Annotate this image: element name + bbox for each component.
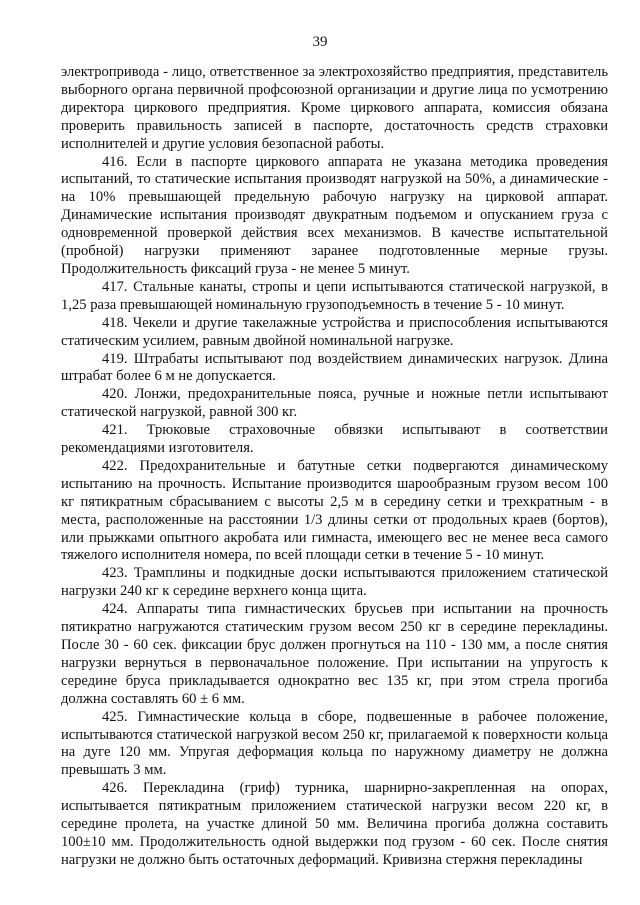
paragraph-422: 422. Предохранительные и батутные сетки подвергаются динамическому испытанию на прочность. Испытание производится шарообразным грузом весом 100 кг пятикратным сбрасыванием с высоты 2,5 м в середину сетки и трехкратным - в места, расположенные на расстоянии 1/3 длины сетки от продольных краев (бортов), или прыжками опытного акробата или гимнаста, имеющего вес не менее веса самого тяжелого исполнителя номера, по всей площади сетки в течение 5 - 10 минут. xyxy=(61,457,608,564)
paragraph-continuation: электропривода - лицо, ответственное за электрохозяйство предприятия, представитель выборного органа первичной профсоюзной организации и другие лица по усмотрению директора циркового предприятия. Кроме циркового аппарата, комиссия обязана проверить правильность записей в паспорте, достаточность средств страховки исполнителей и другие условия безопасной работы. xyxy=(61,64,608,152)
page-number: 39 xyxy=(312,34,328,50)
paragraph-421: 421. Трюковые страховочные обвязки испытывают в соответствии рекомендациями изготовителя. xyxy=(61,422,608,457)
document-body xyxy=(61,64,608,870)
paragraph-423: 423. Трамплины и подкидные доски испытываются приложением статической нагрузки 240 кг к середине верхнего конца щита. xyxy=(61,565,608,600)
paragraph-425: 425. Гимнастические кольца в сборе, подвешенные в рабочее положение, испытываются статической нагрузкой весом 250 кг, прилагаемой к поверхности кольца на дуге 120 мм. Упругая деформация кольца по наружному диаметру не должна превышать 3 мм. xyxy=(61,708,608,779)
paragraph-424: 424. Аппараты типа гимнастических брусьев при испытании на прочность пятикратно нагружаются статическим грузом весом 250 кг в середине перекладины. После 30 - 60 сек. фиксации брус должен прогнуться на 110 - 130 мм, а после снятия нагрузки вернуться в первоначальное положение. При испытании на упругость к середине бруса прикладывается однократно вес 135 кг, при этом стрела прогиба должна составлять 60 ± 6 мм. xyxy=(61,601,608,707)
paragraph-418: 418. Чекели и другие такелажные устройства и приспособления испытываются статическим усилием, равным двойной номинальной нагрузке. xyxy=(61,314,608,349)
paragraph-417: 417. Стальные канаты, стропы и цепи испытываются статической нагрузкой, в 1,25 раза превышающей номинальную грузоподъемность в течение 5 - 10 минут. xyxy=(61,278,608,313)
paragraph-426: 426. Перекладина (гриф) турника, шарнирно-закрепленная на опорах, испытывается пятикратным приложением статической нагрузки весом 220 кг, в середине пролета, на участке длиной 50 мм. Величина прогиба должна составить 100±10 мм. Продолжительность одной выдержки под грузом - 60 сек. После снятия нагрузки не должно быть остаточных деформаций. Кривизна стержня перекладины xyxy=(61,780,608,868)
paragraph-419: 419. Штрабаты испытывают под воздействием динамических нагрузок. Длина штрабат более 6 м не допускается. xyxy=(61,350,608,385)
paragraph-416: 416. Если в паспорте циркового аппарата не указана методика проведения испытаний, то статические испытания производят нагрузкой на 50%, а динамические - на 10% превышающей предельную рабочую нагрузку на цирковой аппарат. Динамические испытания производят двукратным подъемом и опусканием груза с одновременной проверкой действия всех механизмов. В качестве испытательной (пробной) нагрузки применяют заранее подготовленные мерные грузы. Продолжительность фиксаций груза - не менее 5 минут. xyxy=(61,153,608,277)
paragraph-420: 420. Лонжи, предохранительные пояса, ручные и ножные петли испытывают статической нагрузкой, равной 300 кг. xyxy=(61,386,608,421)
